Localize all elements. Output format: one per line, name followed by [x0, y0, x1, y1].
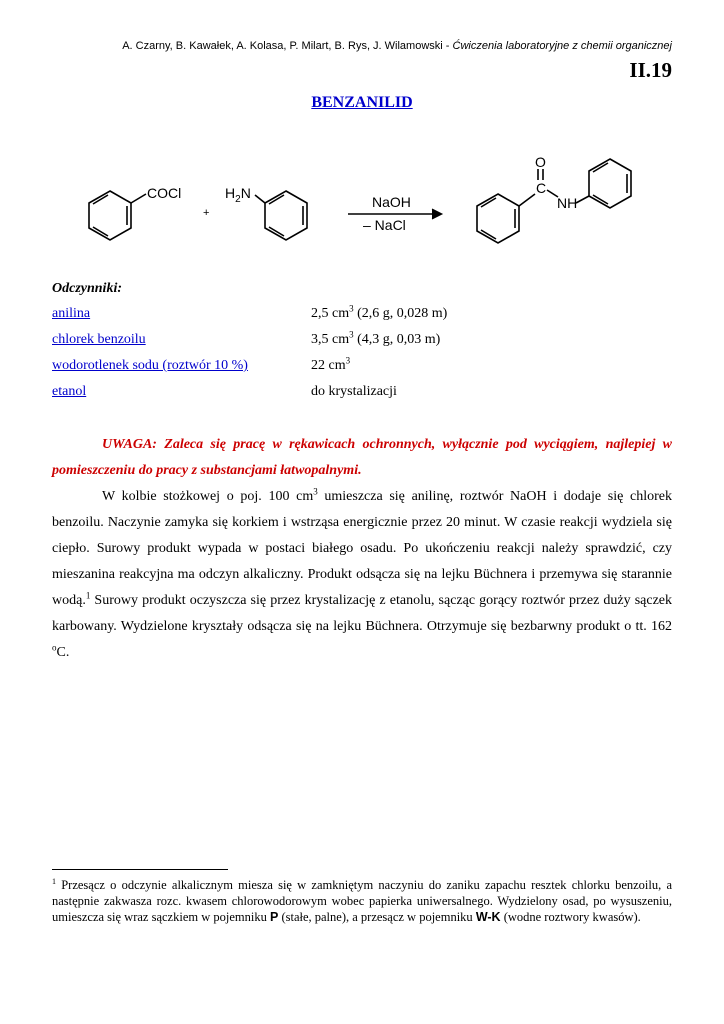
label-product-o: O — [535, 154, 546, 170]
label-product-c: C — [536, 180, 547, 196]
reagent-link-anilina[interactable]: anilina — [52, 306, 91, 321]
safety-warning: UWAGA: Zaleca się pracę w rękawicach ochronnych, wyłącznie pod wyciągiem, najlepiej w pomieszczeniu do pracy z substancjami łatwopalnymi. — [52, 437, 672, 478]
reagent-amount: 3,5 $cm^3$ (4,3 g, 0,03 m) — [311, 329, 441, 347]
reagents-heading: Odczynniki: — [52, 281, 122, 296]
label-plus: + — [203, 207, 210, 219]
benzene-ring-reactant1 — [89, 191, 146, 240]
waste-bin-wk: W-K — [475, 910, 501, 924]
reagent-link-wodorotlenek-sodu[interactable]: wodorotlenek sodu (roztwór 10 %) — [52, 358, 248, 373]
label-h2n: $H_2N$ — [225, 185, 251, 205]
header-book-title: Ćwiczenia laboratoryjne z chemii organicznej — [452, 40, 672, 52]
label-condition-nacl: – NaCl — [363, 217, 406, 233]
reaction-scheme — [60, 150, 680, 260]
reagent-amount: 2,5 $cm^3$ (2,6 g, 0,028 m) — [311, 303, 448, 321]
benzene-ring-product-aniline — [576, 159, 631, 208]
label-condition-naoh: NaOH — [372, 194, 411, 210]
footnote-mark: 1 — [52, 876, 56, 886]
label-product-nh: NH — [557, 195, 578, 211]
waste-bin-p: P — [269, 910, 279, 924]
reagent-link-etanol[interactable]: etanol — [52, 384, 87, 399]
reagent-link-chlorek-benzoilu[interactable]: chlorek benzoilu — [52, 332, 146, 347]
label-cocl: COCl — [147, 185, 182, 201]
procedure-paragraph: W kolbie stożkowej o poj. 100 $cm^3$ umieszcza się anilinę, roztwór NaOH i dodaje się chlorek benzoilu. Naczynie zamyka się korkiem i wstrząsa energicznie przez 20 minut. W czasie reakcji wydziela się ciepło. Surowy produkt wypada w postaci białego osadu. Po ukończeniu reakcji należy sprawdzić, czy mieszanina reakcyjna ma odczyn alkaliczny. Produkt odsącza się na lejku Büchnera i przemywa się starannie wodą.$^1$ Surowy produkt oczyszcza się przez krystalizację z etanolu, sącząc gorący roztwór przez duży sączek karbowany. Wydzielone kryształy odsącza się na lejku Büchnera. Otrzymuje się bezbarwny produkt o tt. 162 $^o$C. — [52, 486, 672, 660]
footnote-ref: 1 — [85, 590, 91, 601]
procedure-text — [52, 432, 672, 666]
benzene-ring-reactant2 — [255, 191, 307, 240]
running-header — [122, 40, 672, 52]
reagent-amount: 22 $cm^3$ — [311, 355, 351, 373]
benzene-ring-product-benzoyl — [477, 194, 535, 243]
footnote-divider — [52, 869, 228, 870]
header-authors: A. Czarny, B. Kawałek, A. Kolasa, P. Milart, B. Rys, J. Wilamowski - — [122, 40, 453, 52]
footnote: $^1$ Przesącz o odczynie alkalicznym miesza się w zamkniętym naczyniu do zaniku zapachu resztek chlorku benzoilu, a następnie zakwasza rozc. kwasem chlorowodorowym wobec papierka uniwersalnego. Wydzielony osad, po wysuszeniu, umieszcza się wraz sączkiem w pojemniku P (stałe, palne), a przesącz w pojemniku W-K (wodne roztwory kwasów). — [52, 876, 672, 924]
page-title: BENZANILID — [311, 94, 413, 111]
section-number: II.19 — [629, 58, 672, 82]
reagent-amount: do krystalizacji — [311, 384, 397, 399]
